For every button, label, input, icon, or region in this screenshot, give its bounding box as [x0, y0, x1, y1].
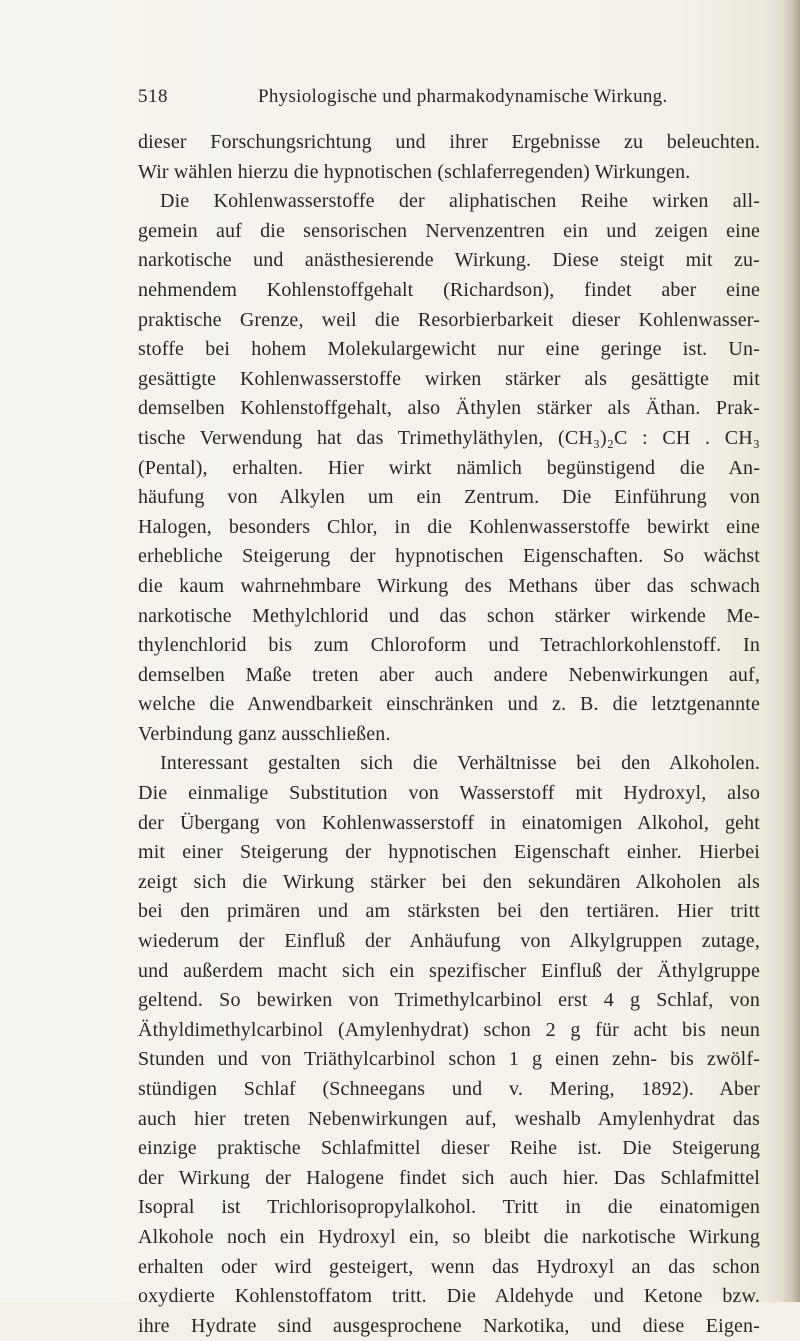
text-line: nehmendem Kohlenstoffgehalt (Richardson), findet aber eine [138, 278, 760, 301]
running-head: Physiologische und pharmakodynamische Wirkung. [258, 86, 668, 107]
text-line: thylenchlorid bis zum Chloroform und Tetrachlorkohlenstoff. In [138, 634, 760, 657]
text-line: mit einer Steigerung der hypnotischen Eigenschaft einher. Hierbei [138, 841, 760, 864]
text-line: ihre Hydrate sind ausgesprochene Narkotika, und diese Eigen- [138, 1314, 760, 1337]
text-line: geltend. So bewirken von Trimethylcarbinol erst 4 g Schlaf, von [138, 989, 760, 1012]
text-line: Interessant gestalten sich die Verhältnisse bei den Alkoholen. [160, 752, 760, 775]
text-line: demselben Kohlenstoffgehalt, also Äthylen stärker als Äthan. Prak- [138, 397, 760, 420]
body-text [138, 128, 760, 1337]
text-line: gesättigte Kohlenwasserstoffe wirken stärker als gesättigte mit [138, 367, 760, 390]
text-line: der Wirkung der Halogene findet sich auch hier. Das Schlafmittel [138, 1166, 760, 1189]
text-line: demselben Maße treten aber auch andere Nebenwirkungen auf, [138, 663, 760, 686]
text-line: Die Kohlenwasserstoffe der aliphatischen Reihe wirken all- [160, 190, 760, 213]
text-line: narkotische Methylchlorid und das schon stärker wirkende Me- [138, 604, 760, 627]
text-line: gemein auf die sensorischen Nervenzentren ein und zeigen eine [138, 219, 760, 242]
text-line: Die einmalige Substitution von Wasserstoff mit Hydroxyl, also [138, 782, 760, 805]
text-line: stoffe bei hohem Molekulargewicht nur eine geringe ist. Un- [138, 338, 760, 361]
text-line: die kaum wahrnehmbare Wirkung des Methans über das schwach [138, 574, 760, 597]
text-line: tische Verwendung hat das Trimethyläthylen, (CH₃)₂C : CH . CH₃ [138, 426, 760, 449]
text-line: bei den primären und am stärksten bei den tertiären. Hier tritt [138, 900, 760, 923]
text-line: Halogen, besonders Chlor, in die Kohlenwasserstoffe bewirkt eine [138, 515, 760, 538]
text-line: erhebliche Steigerung der hypnotischen Eigenschaften. So wächst [138, 545, 760, 568]
text-line: erhalten oder wird gesteigert, wenn das Hydroxyl an das schon [138, 1255, 760, 1278]
text-line: zeigt sich die Wirkung stärker bei den sekundären Alkoholen als [138, 870, 760, 893]
text-line: welche die Anwendbarkeit einschränken und z. B. die letztgenannte [138, 693, 760, 716]
text-line: dieser Forschungsrichtung und ihrer Ergebnisse zu beleuchten. [138, 131, 760, 153]
text-line: stündigen Schlaf (Schneegans und v. Mering, 1892). Aber [138, 1078, 760, 1100]
text-line: Äthyldimethylcarbinol (Amylenhydrat) schon 2 g für acht bis neun [138, 1018, 760, 1041]
text-line: narkotische und anästhesierende Wirkung. Diese steigt mit zu- [138, 249, 760, 272]
text-line: Verbindung ganz ausschließen. [138, 722, 391, 745]
text-line: Isopral ist Trichlorisopropylalkohol. Tritt in die einatomigen [138, 1196, 760, 1219]
text-line: wiederum der Einfluß der Anhäufung von Alkylgruppen zutage, [138, 930, 760, 953]
text-line: praktische Grenze, weil die Resorbierbarkeit dieser Kohlenwasser- [138, 308, 760, 331]
text-line: häufung von Alkylen um ein Zentrum. Die Einführung von [138, 486, 760, 509]
text-line: Alkohole noch ein Hydroxyl ein, so bleibt die narkotische Wirkung [138, 1225, 760, 1248]
text-line: der Übergang von Kohlenwasserstoff in einatomigen Alkohol, geht [138, 811, 760, 834]
page-number: 518 [138, 86, 168, 107]
page-edge-shadow [782, 0, 800, 1302]
text-line: Wir wählen hierzu die hypnotischen (schlaferregenden) Wirkungen. [138, 160, 691, 183]
text-line: Stunden und von Triäthylcarbinol schon 1 g einen zehn- bis zwölf- [138, 1048, 760, 1071]
page-header [0, 86, 800, 116]
text-line: einzige praktische Schlafmittel dieser Reihe ist. Die Steigerung [138, 1137, 760, 1160]
text-line: (Pental), erhalten. Hier wirkt nämlich begünstigend die An- [138, 456, 760, 479]
text-line: auch hier treten Nebenwirkungen auf, weshalb Amylenhydrat das [138, 1107, 760, 1130]
text-line: und außerdem macht sich ein spezifischer Einfluß der Äthylgruppe [138, 959, 760, 982]
text-line: oxydierte Kohlenstoffatom tritt. Die Aldehyde und Ketone bzw. [138, 1285, 760, 1308]
